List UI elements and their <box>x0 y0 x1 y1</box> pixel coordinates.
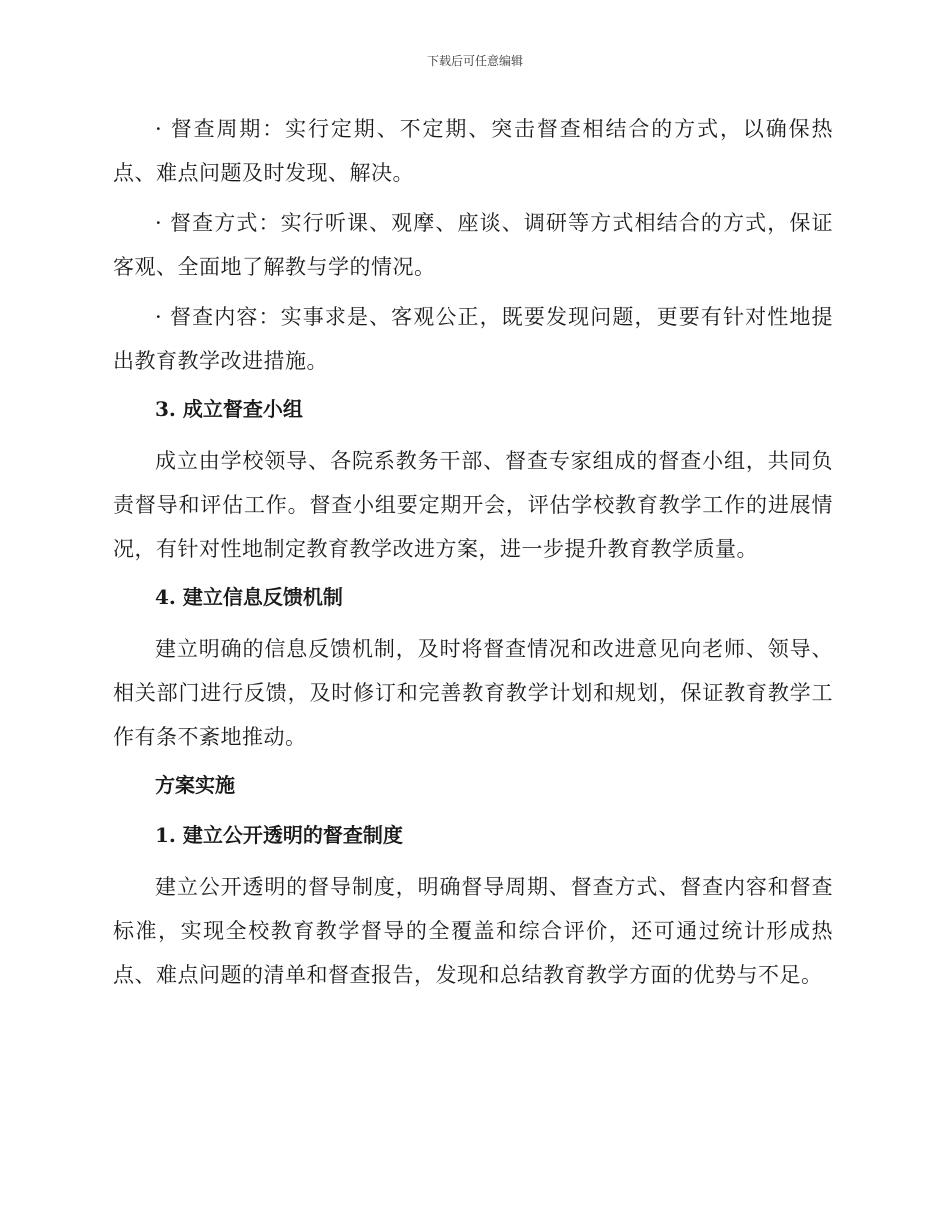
implementation-body-1: 建立公开透明的督导制度，明确督导周期、督查方式、督查内容和督查标准，实现全校教育教学督导的全覆盖和综合评价，还可通过统计形成热点、难点问题的清单和督查报告，发现和总结教育教学方面的优势与不足。 <box>113 875 833 987</box>
section-heading-4: 4. 建立信息反馈机制 <box>155 585 343 609</box>
header-note: 下载后可任意编辑 <box>426 54 523 68</box>
section-body-3: 成立由学校领导、各院系教务干部、督查专家组成的督查小组，共同负责督导和评估工作。督查小组要定期开会，评估学校教育教学工作的进展情况，有针对性地制定教育教学改进方案，进一步提升教育教学质量。 <box>113 449 833 561</box>
bullet-supervision-method: · 督查方式：实行听课、观摩、座谈、调研等方式相结合的方式，保证客观、全面地了解教与学的情况。 <box>113 211 833 279</box>
document-body <box>113 107 833 1003</box>
bullet-supervision-cycle: · 督查周期：实行定期、不定期、突击督查相结合的方式，以确保热点、难点问题及时发现、解决。 <box>113 117 833 185</box>
section-body-4: 建立明确的信息反馈机制，及时将督查情况和改进意见向老师、领导、相关部门进行反馈，及时修订和完善教育教学计划和规划，保证教育教学工作有条不紊地推动。 <box>113 637 833 749</box>
bullet-supervision-content: · 督查内容：实事求是、客观公正，既要发现问题，更要有针对性地提出教育教学改进措施。 <box>113 305 833 373</box>
implementation-subheading-1: 1. 建立公开透明的督查制度 <box>155 823 403 847</box>
section-heading-3: 3. 成立督查小组 <box>155 397 303 421</box>
implementation-heading: 方案实施 <box>155 773 235 797</box>
